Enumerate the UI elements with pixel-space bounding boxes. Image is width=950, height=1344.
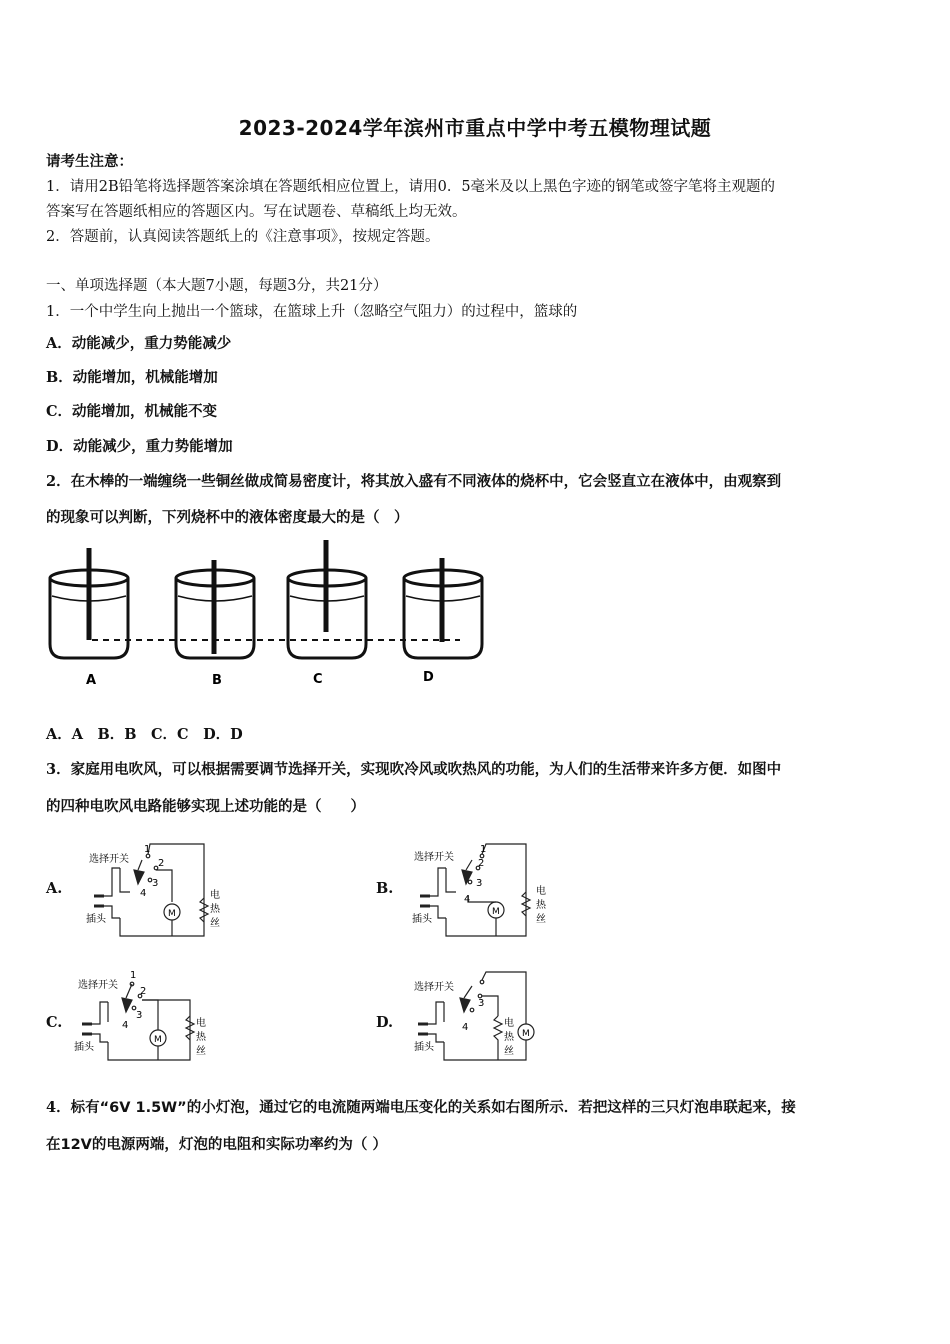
notice-heading: 请考生注意： bbox=[46, 153, 133, 170]
q2-stem-line-2: 的现象可以判断，下列烧杯中的液体密度最大的是（ ） bbox=[46, 509, 409, 526]
beaker-label-d: D bbox=[423, 670, 434, 685]
terminal-3: 3 bbox=[136, 1010, 143, 1021]
notice-item-2: 2．答题前，认真阅读答题纸上的《注意事项》，按规定答题。 bbox=[46, 229, 440, 245]
heater-char-2: 热 bbox=[196, 1032, 206, 1043]
motor-symbol: M bbox=[522, 1029, 530, 1039]
notice-item-1-line-2: 答案写在答题纸相应的答题区内。写在试题卷、草稿纸上均无效。 bbox=[46, 204, 467, 220]
beaker-label-c: C bbox=[313, 672, 323, 687]
q3-stem-line-1: 3．家庭用电吹风，可以根据需要调节选择开关，实现吹冷风或吹热风的功能，为人们的生活带来许多方便．如图中 bbox=[46, 761, 782, 778]
motor-symbol: M bbox=[154, 1035, 162, 1045]
switch-label: 选择开关 bbox=[414, 982, 454, 993]
heater-char-1: 电 bbox=[210, 890, 220, 901]
circuit-a bbox=[82, 840, 242, 945]
q4-line2-part-a: 在 bbox=[46, 1136, 61, 1153]
switch-label: 选择开关 bbox=[78, 980, 118, 991]
q3-option-d-label: D. bbox=[376, 1014, 394, 1031]
q1-stem: 1．一个中学生向上抛出一个篮球，在篮球上升（忽略空气阻力）的过程中，篮球的 bbox=[46, 304, 578, 320]
terminal-1: 1 bbox=[130, 970, 137, 981]
q4-line1-part-a: 4．标有 bbox=[46, 1099, 100, 1116]
heater-char-2: 热 bbox=[536, 900, 546, 911]
q4-line1-part-c: 的小灯泡，通过它的电流随两端电压变化的关系如右图所示．若把这样的三只灯泡串联起来，接 bbox=[186, 1099, 796, 1116]
q1-option-c: C．动能增加，机械能不变 bbox=[46, 403, 218, 420]
q1-option-a: A．动能减少，重力势能减少 bbox=[46, 335, 232, 352]
terminal-1: 1 bbox=[480, 844, 487, 855]
q4-voltage: 12V bbox=[60, 1137, 92, 1153]
terminal-4: 4 bbox=[140, 888, 147, 899]
q3-option-c-label: C. bbox=[46, 1014, 63, 1031]
circuit-c bbox=[72, 966, 232, 1071]
terminal-3: 3 bbox=[476, 878, 483, 889]
heater-char-2: 热 bbox=[210, 904, 220, 915]
q3-option-a-label: A. bbox=[46, 880, 63, 897]
beaker-b bbox=[176, 560, 254, 658]
heater-char-1: 电 bbox=[504, 1018, 514, 1029]
heater-char-3: 丝 bbox=[210, 918, 220, 929]
plug-label: 插头 bbox=[74, 1042, 94, 1053]
circuit-d bbox=[408, 966, 568, 1071]
terminal-1: 1 bbox=[144, 844, 151, 855]
q3-stem-line-2: 的四种电吹风电路能够实现上述功能的是（ ） bbox=[46, 798, 365, 815]
q2-options: A．A B．B C．C D．D bbox=[46, 726, 243, 743]
q4-line2-part-c: 的电源两端，灯泡的电阻和实际功率约为（ ） bbox=[91, 1136, 387, 1153]
terminal-3: 3 bbox=[478, 998, 485, 1009]
heater-char-2: 热 bbox=[504, 1032, 514, 1043]
terminal-2: 2 bbox=[158, 858, 165, 869]
beaker-label-b: B bbox=[212, 673, 222, 688]
heater-char-1: 电 bbox=[536, 886, 546, 897]
heater-char-3: 丝 bbox=[504, 1046, 514, 1057]
q2-stem-line-1: 2．在木棒的一端缠绕一些铜丝做成简易密度计，将其放入盛有不同液体的烧杯中，它会竖直立在液体中，由观察到 bbox=[46, 473, 782, 490]
circuit-b bbox=[408, 840, 568, 945]
terminal-2: 2 bbox=[140, 986, 147, 997]
heater-char-1: 电 bbox=[196, 1018, 206, 1029]
terminal-4: 4 bbox=[462, 1022, 469, 1033]
notice-item-1-line-1: 1．请用2B铅笔将选择题答案涂填在答题纸相应位置上，请用0．5毫米及以上黑色字迹的钢笔或签字笔将主观题的 bbox=[46, 179, 776, 195]
beaker-a bbox=[50, 548, 128, 658]
beakers-figure bbox=[40, 536, 500, 696]
section-heading: 一、单项选择题（本大题7小题，每题3分，共21分） bbox=[46, 278, 388, 294]
q1-option-b: B．动能增加，机械能增加 bbox=[46, 369, 218, 386]
q4-stem-line-1 bbox=[46, 1098, 796, 1118]
plug-label: 插头 bbox=[414, 1042, 434, 1053]
page-title: 2023-2024学年滨州市重点中学中考五模物理试题 bbox=[238, 116, 712, 140]
q3-option-b-label: B. bbox=[376, 880, 394, 897]
beaker-d bbox=[404, 558, 482, 658]
terminal-4: 4 bbox=[464, 894, 471, 905]
plug-label: 插头 bbox=[86, 914, 106, 925]
q4-rating: “6V 1.5W” bbox=[99, 1100, 187, 1116]
terminal-2: 2 bbox=[478, 858, 485, 869]
motor-symbol: M bbox=[168, 909, 176, 919]
heater-char-3: 丝 bbox=[196, 1046, 206, 1057]
q4-stem-line-2 bbox=[46, 1135, 387, 1155]
beaker-label-a: A bbox=[86, 673, 97, 688]
switch-label: 选择开关 bbox=[89, 854, 129, 865]
motor-symbol: M bbox=[492, 907, 500, 917]
terminal-3: 3 bbox=[152, 878, 159, 889]
plug-label: 插头 bbox=[412, 914, 432, 925]
heater-char-3: 丝 bbox=[536, 914, 546, 925]
terminal-4: 4 bbox=[122, 1020, 129, 1031]
q1-option-d: D．动能减少，重力势能增加 bbox=[46, 438, 233, 455]
switch-label: 选择开关 bbox=[414, 852, 454, 863]
